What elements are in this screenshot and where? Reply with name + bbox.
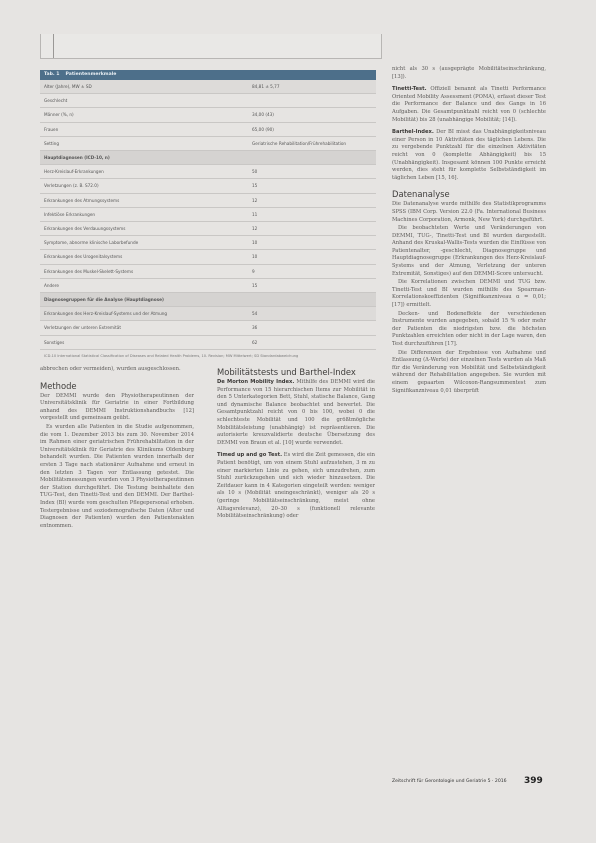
middle-column [217, 366, 375, 522]
row-value: 10 [252, 240, 258, 246]
row-value: 12 [252, 197, 258, 203]
row-label: Verletzungen der unteren Extremität [44, 325, 122, 331]
table-row [40, 208, 376, 222]
methode-paragraph-2: Es wurden alle Patienten in die Studie aufgenommen, die vom 1. Dezember 2013 bis zum 30. November 2014 im Rahmen einer geriatrischen Frührehabilitation in der Universitätsklinik für Geriatrie des Klinikums Oldenburg behandelt wurden. Die Patienten wurden innerhalb der ersten 3 Tage nach stationärer Aufnahme und erneut in den letzten 3 Tagen vor Entlassung getestet. Die Mobilitätsmessungen wurden von 3 Physiotherapeutinnen der Station durchgeführt. Die Testung beinhaltete den TUG-Test, den Tinetti-Test und den DEMMI. Der Barthel-Index (BI) wurde vom geschulten Pflegepersonal erhoben. Testergebnisse und soziodemografische Daten (Alter und Diagnosen der Patienten) wurden den Patientenakten entnommen. [40, 423, 194, 529]
row-value: 15 [252, 282, 258, 288]
journal-name: Zeitschrift für Gerontologie und Geriatrie 5 · 2016 [392, 779, 507, 784]
row-label: Verletzungen (z. B. S72.0) [44, 183, 99, 189]
row-value: Geriatrische Rehabilitation/Frührehabilitation [252, 140, 347, 146]
row-label: Andere [44, 282, 59, 288]
row-value: 9 [252, 268, 255, 274]
table-row [40, 179, 376, 193]
demmi-lead: De Morton Mobility Index. [217, 379, 295, 385]
row-label: Geschlecht [44, 98, 68, 104]
row-value: 36 [252, 325, 258, 331]
table-row [40, 307, 376, 321]
row-label: Erkrankungen des Muskel-Skelett-Systems [44, 268, 134, 274]
tug-text: Es wird die Zeit gemessen, die ein Patient benötigt, um von einem Stuhl aufzustehen, 3 m zu einer markierten Linie zu gehen, sich umzudrehen, zum Stuhl zurückzugehen und sich wieder hinzusetzen. Die Zeitdauer kann in 4 Kategorien eingeteilt werden: weniger als 10 s (Mobilität uneingeschränkt), weniger als 20 s (geringe Mobilitätseinschränkung, meist ohne Alltagsrelevanz), 20–30 s (funktionell relevante Mobilitätseinschränkung) oder [217, 452, 375, 520]
tug-continued: nicht als 30 s (ausgeprägte Mobilitätseinschränkung, [13]). [392, 66, 546, 80]
table-footnote: ICD-10 International Statistical Classification of Diseases and Related Health Problems, 10. Revision; MW Mittelwert; SD Standardabweichung [44, 354, 299, 358]
row-value: 62 [252, 339, 258, 345]
intro-text: abbrechen oder vermeiden), wurden ausgeschlossen. [40, 366, 181, 372]
row-label: Setting [44, 140, 59, 146]
table-row [40, 151, 376, 165]
table-row [40, 265, 376, 279]
page-number: 399 [524, 776, 543, 786]
table-row [40, 222, 376, 236]
table-row [40, 165, 376, 179]
tinetti-lead: Tinetti-Test. [392, 86, 427, 93]
barthel-paragraph [392, 129, 546, 182]
table-row [40, 336, 376, 350]
table-row [40, 80, 376, 94]
row-label: Erkrankungen des Herz-Kreislauf-Systems und der Atmung [44, 311, 168, 317]
table-row [40, 293, 376, 307]
header-box [40, 34, 382, 59]
table-row [40, 123, 376, 137]
table-row [40, 108, 376, 122]
row-label: Frauen [44, 126, 59, 132]
row-label: Sonstiges [44, 339, 65, 345]
row-label: Hauptdiagnosen (ICD-10, n) [44, 155, 110, 161]
row-value: 50 [252, 169, 258, 175]
patient-characteristics-table [40, 70, 376, 358]
row-label: Diagnosegruppen für die Analyse (Hauptdiagnose) [44, 297, 164, 303]
row-value: 34,00 (43) [252, 112, 274, 118]
table-row [40, 321, 376, 335]
table-row [40, 279, 376, 293]
analysis-paragraph-4: Decken- und Bodeneffekte der verschiedenen Instrumente wurden angegeben, sobald 15 % oder mehr der Patienten die niedrigsten bzw. die höchsten Punktzahlen erreichten oder nicht in der Lage waren, den Test durchzuführen [17]. [392, 310, 546, 347]
row-label: Erkrankungen des Urogenitalsystems [44, 254, 123, 260]
table-row [40, 137, 376, 151]
demmi-paragraph [217, 379, 375, 447]
tug-paragraph [217, 452, 375, 520]
demmi-text: Mithilfe des DEMMI wird die Performance von 15 hierarchischen Items zur Mobilität in den 5 Unterkategorien Bett, Stuhl, statische Balance, Gang und dynamische Balance beobachtet und bewertet. Die Gesamtpunktzahl reicht von 0 bis 100, wobei 0 die schlechteste Mobilität und 100 die größtmögliche Mobilitätsleistung (unabhängig) ist repräsentieren. Die autorisierte kreuzvalidierte deutsche Übersetzung des DEMMI von Braun et al. [10] wurde verwendet. [217, 379, 375, 446]
table-title: Patientenmerkmale [65, 72, 117, 77]
right-column [392, 66, 546, 396]
page-footer [392, 776, 572, 786]
row-label: Erkrankungen des Atmungssystems [44, 197, 120, 203]
table-header [40, 70, 376, 80]
row-label: Herz-Kreislauf-Erkrankungen [44, 169, 104, 175]
row-label: Infektiöse Erkrankungen [44, 211, 96, 217]
table-label: Tab. 1 [44, 72, 60, 77]
analysis-paragraph-3: Die Korrelationen zwischen DEMMI und TUG bzw. Tinetti-Test und BI wurden mithilfe des Spearman-Korrelationskoeffizienten (Signifikanzniveau α = 0,01; [17]) ermittelt. [392, 279, 546, 309]
barthel-lead: Barthel-Index. [392, 129, 434, 136]
row-value: 12 [252, 226, 258, 232]
section-heading-methode: Methode [40, 380, 77, 391]
section-heading-tests: Mobilitätstests und Barthel-Index [217, 367, 356, 377]
analysis-paragraph-2: Die beobachteten Werte und Veränderungen von DEMMI, TUG-, Tinetti-Test und BI wurden dargestellt. Anhand des Kruskal-Wallis-Tests wurden die Einflüsse von Patientenalter, -geschlecht, Diagnosegruppe und Hauptdiagnosegruppe (Erkrankungen des Herz-Kreislauf-Systems und der Atmung, Verletzung der unteren Extremität, Sonstiges) auf den DEMMI-Score untersucht. [392, 225, 546, 277]
barthel-text: Der BI misst das Unabhängigkeitsniveau einer Person in 10 Aktivitäten des täglichen Lebens. Die zu vergebende Punktzahl für die einzelnen Aktivitäten reicht von 0 (komplette Abhängigkeit) bis 15 (Unabhängigkeit). Insgesamt können 100 Punkte erreicht werden, dies steht für komplette Selbstständigkeit im täglichen Leben [15, 16]. [392, 129, 546, 181]
analysis-paragraph-1: Die Datenanalyse wurde mithilfe des Statistikprogramms SPSS (IBM Corp. Version 22.0 (Fa. International Business Machines Corporation, Armonk, New York) durchgeführt. [392, 201, 546, 223]
table-row [40, 94, 376, 108]
row-label: Symptome, abnorme klinische Laborbefunde [44, 240, 139, 246]
row-value: 84,81 ± 5,77 [252, 84, 280, 90]
tinetti-paragraph [392, 86, 546, 124]
table-row [40, 236, 376, 250]
tug-lead: Timed up and go Test. [217, 452, 283, 459]
table-row [40, 194, 376, 208]
row-value: 65,00 (90) [252, 126, 274, 132]
analysis-paragraph-5: Die Differenzen der Ergebnisse von Aufnahme und Entlassung (Δ-Werte) der einzelnen Tests wurden als Maß für die Veränderung von Mobilität und Selbstständigkeit während der Rehabilitation angegeben. Sie wurden mit einem gepaarten Wilcoxon-Rangsummentest zum Signifikanzniveau 0,01 überprüft [392, 349, 546, 394]
tinetti-text: Offiziell benannt als Tinetti Performance Oriented Mobility Assessment (POMA), erfasst dieser Test die Performance der Balance und des Gangs in 16 Aufgaben. Die Gesamtpunktzahl reicht von 0 (schlechte Mobilität) bis 28 (unabhängige Mobilität; [14]). [392, 86, 546, 123]
row-label: Erkrankungen des Verdauungssystems [44, 226, 126, 232]
row-value: 15 [252, 183, 258, 189]
row-value: 10 [252, 254, 258, 260]
row-label: Männer (%, n) [44, 112, 74, 118]
section-heading-datenanalyse: Datenanalyse [392, 189, 450, 200]
left-column [40, 366, 194, 531]
row-label: Alter (Jahre), MW ± SD [44, 84, 92, 90]
methode-paragraph-1: Der DEMMI wurde den Physiotherapeutinnen der Universitätsklinik für Geriatrie in einer Fortbildung anhand des DEMMI Instruktionshandbuchs [12] vorgestellt und gemeinsam geübt. [40, 392, 194, 422]
row-value: 11 [252, 211, 258, 217]
table-row [40, 250, 376, 264]
row-value: 54 [252, 311, 258, 317]
